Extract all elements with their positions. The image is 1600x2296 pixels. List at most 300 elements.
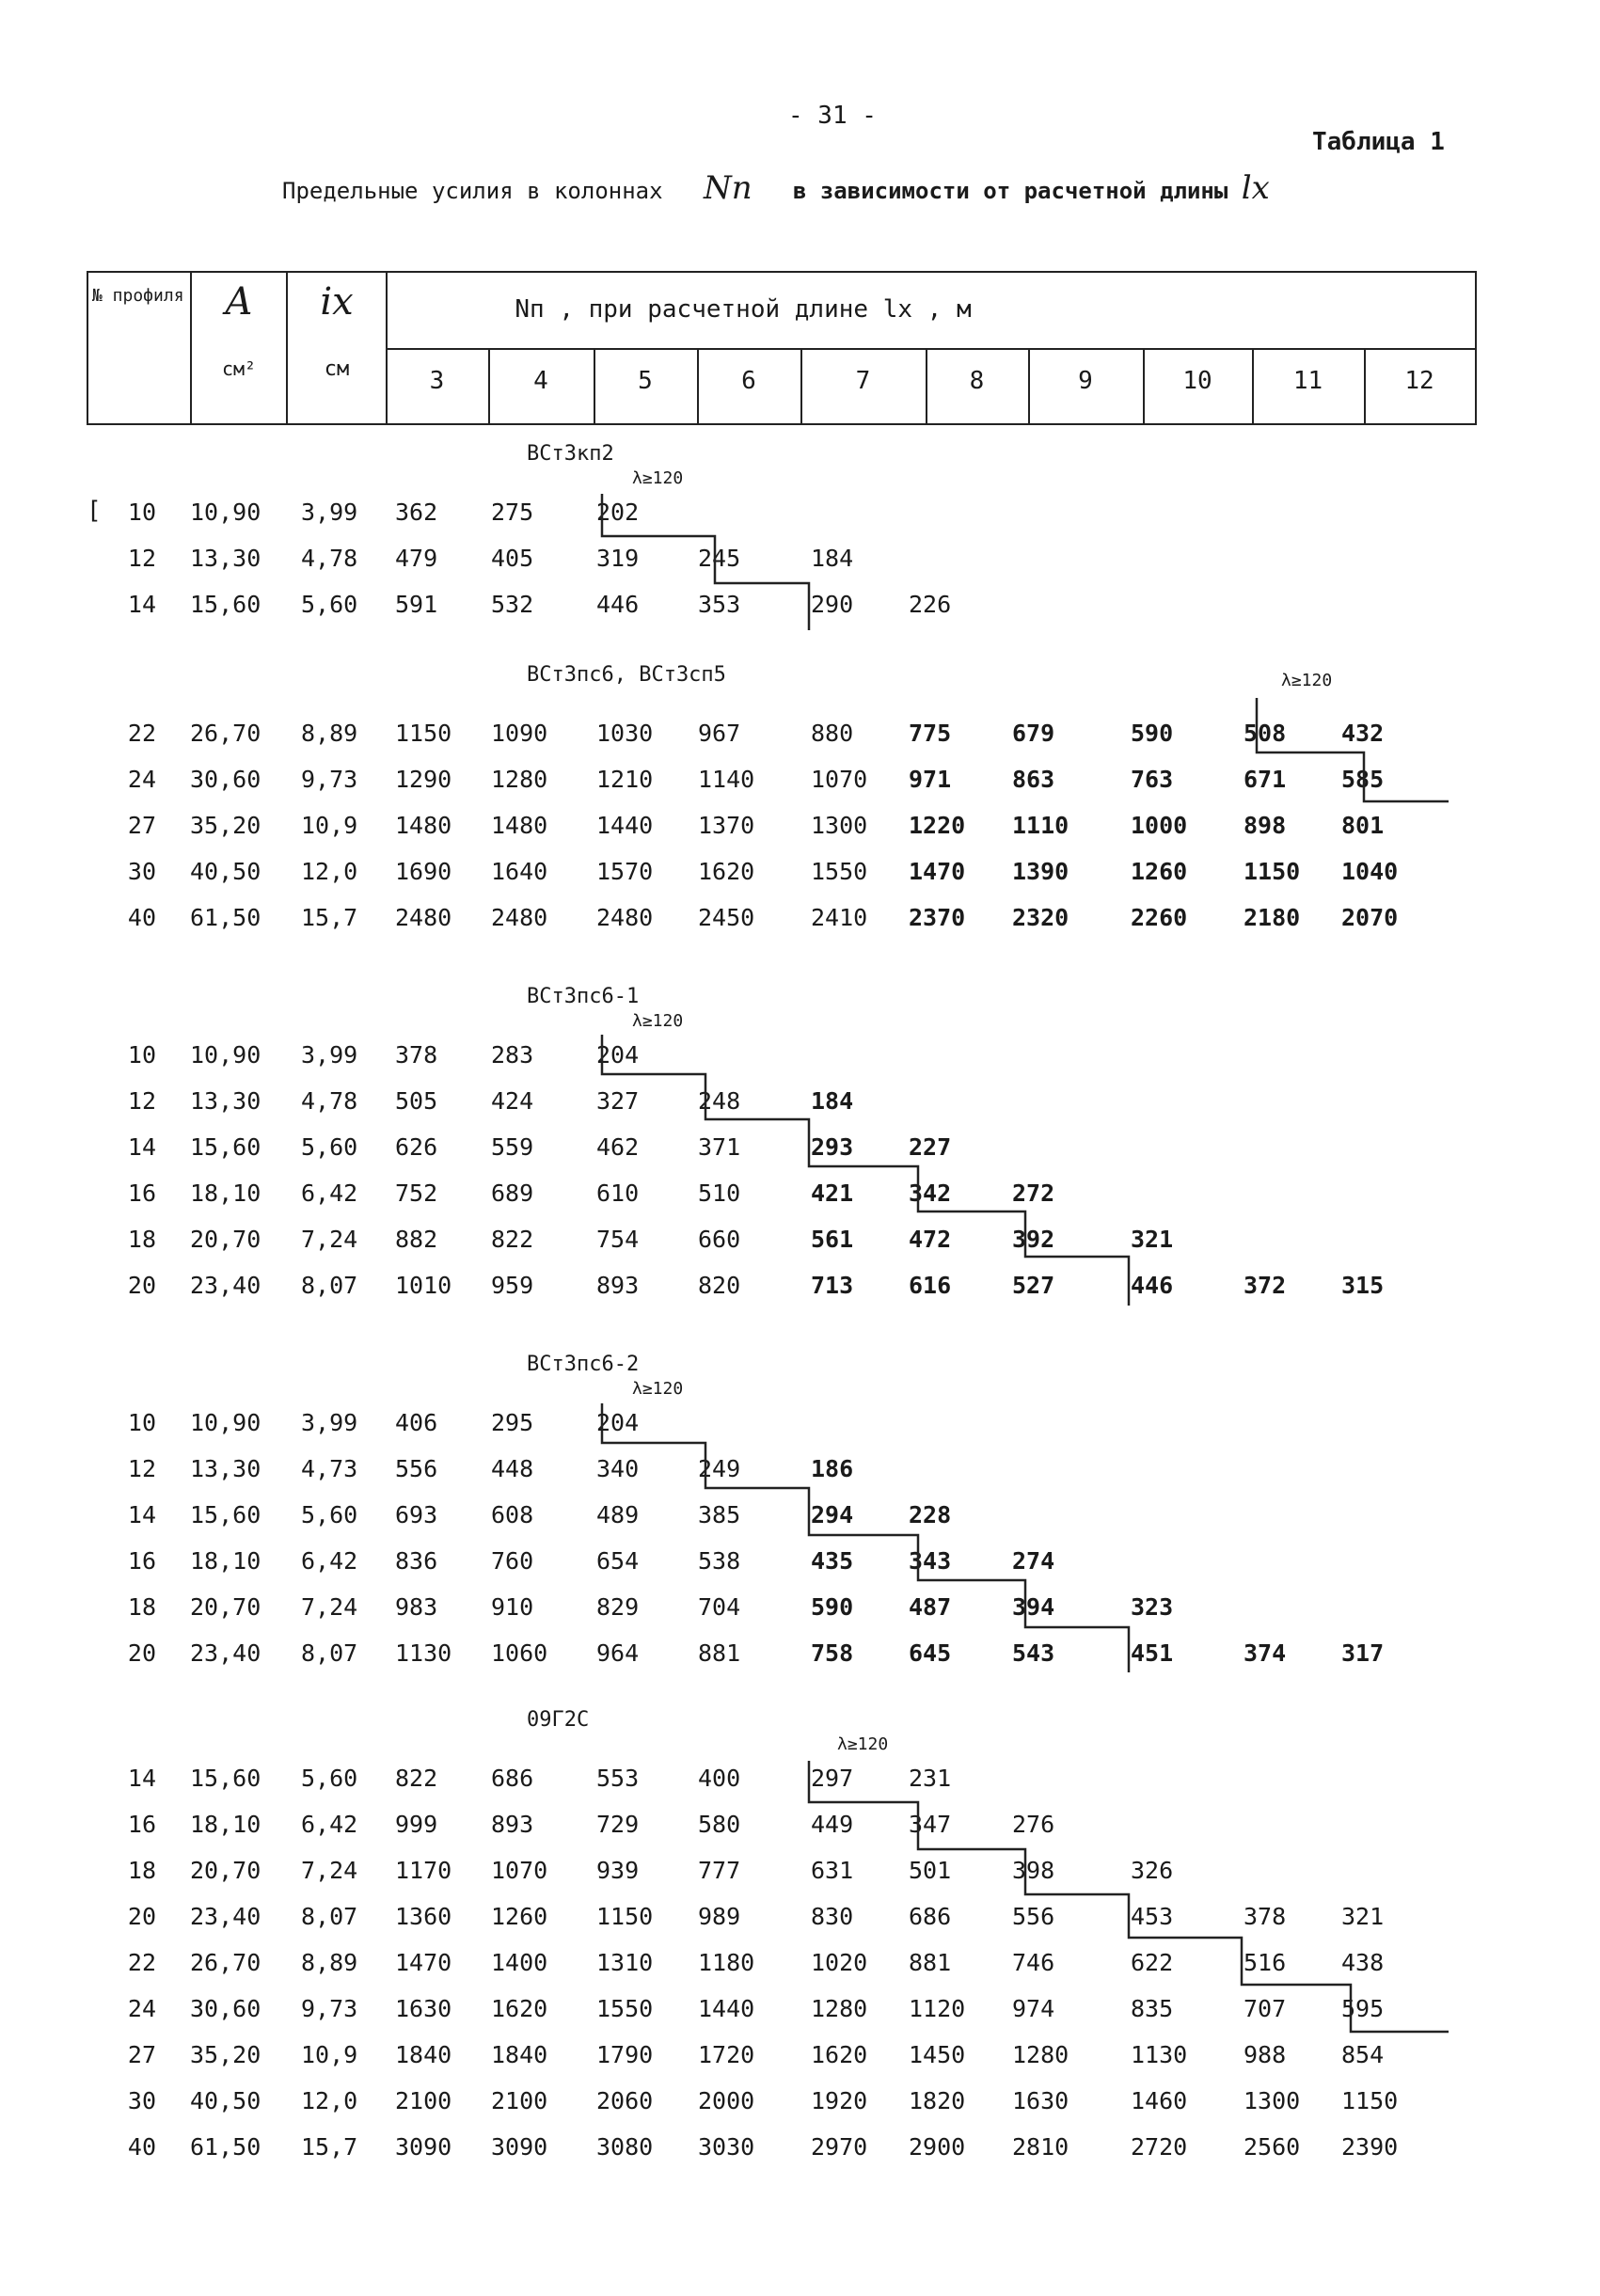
force-value: 245 xyxy=(698,545,741,572)
area-value: 23,40 xyxy=(190,1903,261,1930)
radius-value: 9,73 xyxy=(301,1995,358,2022)
force-value: 3030 xyxy=(698,2133,755,2161)
force-value: 758 xyxy=(811,1639,854,1667)
force-value: 1150 xyxy=(1244,858,1301,885)
profile-number: 10 xyxy=(127,499,156,526)
force-value: 2320 xyxy=(1012,904,1069,931)
force-value: 1720 xyxy=(698,2041,755,2068)
force-value: 438 xyxy=(1341,1949,1385,1976)
force-value: 1390 xyxy=(1012,858,1069,885)
area-value: 15,60 xyxy=(190,1765,261,1792)
radius-value: 4,78 xyxy=(301,1087,358,1115)
force-value: 689 xyxy=(491,1180,534,1207)
profile-number: 16 xyxy=(127,1811,156,1838)
steel-grade: ВСт3кп2 xyxy=(527,442,614,466)
slenderness-note: λ≥120 xyxy=(837,1734,889,1754)
force-value: 293 xyxy=(811,1133,854,1161)
title-symbol-n: Nп xyxy=(703,169,752,207)
force-value: 1400 xyxy=(491,1949,548,1976)
radius-value: 7,24 xyxy=(301,1593,358,1621)
force-value: 2410 xyxy=(811,904,868,931)
table-label: Таблица 1 xyxy=(1312,128,1445,156)
force-value: 983 xyxy=(395,1593,438,1621)
force-value: 405 xyxy=(491,545,534,572)
radius-value: 10,9 xyxy=(301,812,358,839)
force-value: 2480 xyxy=(596,904,654,931)
force-value: 274 xyxy=(1012,1547,1055,1575)
force-value: 1480 xyxy=(491,812,548,839)
force-value: 713 xyxy=(811,1272,854,1299)
force-value: 2000 xyxy=(698,2087,755,2114)
force-value: 671 xyxy=(1244,766,1287,793)
radius-value: 6,42 xyxy=(301,1811,358,1838)
force-value: 836 xyxy=(395,1547,438,1575)
force-value: 2180 xyxy=(1244,904,1301,931)
profile-number: 30 xyxy=(127,858,156,885)
profile-number: 16 xyxy=(127,1547,156,1575)
force-value: 863 xyxy=(1012,766,1055,793)
area-value: 10,90 xyxy=(190,1041,261,1069)
header-length-12: 12 xyxy=(1404,367,1434,395)
force-value: 294 xyxy=(811,1501,854,1528)
force-value: 1260 xyxy=(1131,858,1188,885)
force-value: 1170 xyxy=(395,1857,452,1884)
force-value: 3090 xyxy=(395,2133,452,2161)
force-value: 202 xyxy=(596,499,640,526)
force-value: 372 xyxy=(1244,1272,1287,1299)
profile-number: 30 xyxy=(127,2087,156,2114)
force-value: 829 xyxy=(596,1593,640,1621)
force-value: 1220 xyxy=(909,812,966,839)
force-value: 543 xyxy=(1012,1639,1055,1667)
force-value: 1640 xyxy=(491,858,548,885)
force-value: 1030 xyxy=(596,720,654,747)
force-value: 340 xyxy=(596,1455,640,1482)
force-value: 1020 xyxy=(811,1949,868,1976)
slenderness-note: λ≥120 xyxy=(1281,671,1333,690)
force-value: 1370 xyxy=(698,812,755,839)
area-value: 23,40 xyxy=(190,1272,261,1299)
force-value: 729 xyxy=(596,1811,640,1838)
force-value: 559 xyxy=(491,1133,534,1161)
force-value: 910 xyxy=(491,1593,534,1621)
area-value: 15,60 xyxy=(190,1133,261,1161)
radius-value: 6,42 xyxy=(301,1547,358,1575)
force-value: 580 xyxy=(698,1811,741,1838)
force-value: 516 xyxy=(1244,1949,1287,1976)
radius-value: 4,73 xyxy=(301,1455,358,1482)
force-value: 660 xyxy=(698,1226,741,1253)
force-value: 1840 xyxy=(395,2041,452,2068)
area-value: 23,40 xyxy=(190,1639,261,1667)
area-value: 20,70 xyxy=(190,1226,261,1253)
radius-value: 5,60 xyxy=(301,1501,358,1528)
force-value: 763 xyxy=(1131,766,1174,793)
force-value: 1150 xyxy=(395,720,452,747)
force-value: 421 xyxy=(811,1180,854,1207)
force-value: 2100 xyxy=(395,2087,452,2114)
profile-number: 40 xyxy=(127,2133,156,2161)
force-value: 590 xyxy=(811,1593,854,1621)
force-value: 1550 xyxy=(596,1995,654,2022)
force-value: 1150 xyxy=(1341,2087,1399,2114)
force-value: 272 xyxy=(1012,1180,1055,1207)
force-value: 777 xyxy=(698,1857,741,1884)
radius-value: 12,0 xyxy=(301,2087,358,2114)
force-value: 822 xyxy=(491,1226,534,1253)
force-value: 752 xyxy=(395,1180,438,1207)
force-value: 693 xyxy=(395,1501,438,1528)
profile-number: 40 xyxy=(127,904,156,931)
force-value: 585 xyxy=(1341,766,1385,793)
force-value: 487 xyxy=(909,1593,952,1621)
force-value: 1010 xyxy=(395,1272,452,1299)
header-length-8: 8 xyxy=(969,367,985,395)
header-length-10: 10 xyxy=(1182,367,1212,395)
force-value: 2970 xyxy=(811,2133,868,2161)
area-value: 35,20 xyxy=(190,812,261,839)
force-value: 283 xyxy=(491,1041,534,1069)
radius-value: 9,73 xyxy=(301,766,358,793)
force-value: 400 xyxy=(698,1765,741,1792)
force-value: 489 xyxy=(596,1501,640,1528)
force-value: 939 xyxy=(596,1857,640,1884)
force-value: 553 xyxy=(596,1765,640,1792)
header-length-5: 5 xyxy=(638,367,653,395)
profile-number: 10 xyxy=(127,1041,156,1069)
force-value: 184 xyxy=(811,1087,854,1115)
header-length-9: 9 xyxy=(1078,367,1093,395)
radius-value: 5,60 xyxy=(301,1765,358,1792)
area-value: 18,10 xyxy=(190,1180,261,1207)
profile-number: 22 xyxy=(127,1949,156,1976)
force-value: 449 xyxy=(811,1811,854,1838)
force-value: 3090 xyxy=(491,2133,548,2161)
force-value: 3080 xyxy=(596,2133,654,2161)
force-value: 505 xyxy=(395,1087,438,1115)
slenderness-note: λ≥120 xyxy=(632,1011,684,1031)
force-value: 321 xyxy=(1341,1903,1385,1930)
force-value: 1130 xyxy=(395,1639,452,1667)
force-value: 2900 xyxy=(909,2133,966,2161)
area-value: 10,90 xyxy=(190,499,261,526)
force-value: 1450 xyxy=(909,2041,966,2068)
force-value: 608 xyxy=(491,1501,534,1528)
steel-grade: ВСт3пс6-1 xyxy=(527,985,640,1008)
profile-number: 14 xyxy=(127,591,156,618)
force-value: 1180 xyxy=(698,1949,755,1976)
force-value: 1470 xyxy=(909,858,966,885)
force-value: 204 xyxy=(596,1041,640,1069)
area-value: 30,60 xyxy=(190,1995,261,2022)
steel-grade: ВСт3пс6-2 xyxy=(527,1353,640,1376)
force-value: 342 xyxy=(909,1180,952,1207)
force-value: 297 xyxy=(811,1765,854,1792)
title-middle: в зависимости от расчетной длины xyxy=(792,178,1228,204)
force-value: 1620 xyxy=(811,2041,868,2068)
force-value: 830 xyxy=(811,1903,854,1930)
force-value: 999 xyxy=(395,1811,438,1838)
area-value: 26,70 xyxy=(190,720,261,747)
steel-grade: 09Г2С xyxy=(527,1708,590,1732)
area-value: 61,50 xyxy=(190,2133,261,2161)
force-value: 1000 xyxy=(1131,812,1188,839)
profile-number: 20 xyxy=(127,1272,156,1299)
force-value: 591 xyxy=(395,591,438,618)
force-value: 446 xyxy=(1131,1272,1174,1299)
force-value: 1060 xyxy=(491,1639,548,1667)
header-area-symbol: A xyxy=(225,280,253,324)
radius-value: 3,99 xyxy=(301,499,358,526)
force-value: 1280 xyxy=(491,766,548,793)
header-length-4: 4 xyxy=(533,367,548,395)
force-value: 1070 xyxy=(491,1857,548,1884)
force-value: 385 xyxy=(698,1501,741,1528)
force-value: 1040 xyxy=(1341,858,1399,885)
area-value: 40,50 xyxy=(190,2087,261,2114)
force-value: 1620 xyxy=(491,1995,548,2022)
radius-value: 8,07 xyxy=(301,1639,358,1667)
force-value: 508 xyxy=(1244,720,1287,747)
radius-value: 6,42 xyxy=(301,1180,358,1207)
profile-number: 14 xyxy=(127,1133,156,1161)
force-value: 2810 xyxy=(1012,2133,1069,2161)
radius-value: 5,60 xyxy=(301,1133,358,1161)
force-value: 527 xyxy=(1012,1272,1055,1299)
force-value: 186 xyxy=(811,1455,854,1482)
force-value: 2480 xyxy=(491,904,548,931)
force-value: 343 xyxy=(909,1547,952,1575)
profile-number: 20 xyxy=(127,1639,156,1667)
force-value: 424 xyxy=(491,1087,534,1115)
force-value: 616 xyxy=(909,1272,952,1299)
radius-value: 7,24 xyxy=(301,1857,358,1884)
force-value: 276 xyxy=(1012,1811,1055,1838)
force-value: 1260 xyxy=(491,1903,548,1930)
area-value: 13,30 xyxy=(190,1455,261,1482)
force-value: 1630 xyxy=(1012,2087,1069,2114)
force-value: 1090 xyxy=(491,720,548,747)
force-value: 2060 xyxy=(596,2087,654,2114)
radius-value: 8,07 xyxy=(301,1272,358,1299)
force-value: 435 xyxy=(811,1547,854,1575)
radius-value: 8,07 xyxy=(301,1903,358,1930)
slenderness-note: λ≥120 xyxy=(632,1379,684,1399)
force-value: 989 xyxy=(698,1903,741,1930)
force-value: 631 xyxy=(811,1857,854,1884)
force-value: 881 xyxy=(909,1949,952,1976)
force-value: 1440 xyxy=(596,812,654,839)
radius-value: 15,7 xyxy=(301,904,358,931)
force-value: 2100 xyxy=(491,2087,548,2114)
profile-number: 12 xyxy=(127,1455,156,1482)
force-value: 704 xyxy=(698,1593,741,1621)
header-length-3: 3 xyxy=(429,367,445,395)
area-value: 30,60 xyxy=(190,766,261,793)
profile-number: 24 xyxy=(127,1995,156,2022)
force-value: 406 xyxy=(395,1409,438,1436)
radius-value: 3,99 xyxy=(301,1041,358,1069)
area-value: 10,90 xyxy=(190,1409,261,1436)
force-value: 1280 xyxy=(811,1995,868,2022)
force-value: 1690 xyxy=(395,858,452,885)
force-value: 295 xyxy=(491,1409,534,1436)
area-value: 13,30 xyxy=(190,545,261,572)
force-value: 595 xyxy=(1341,1995,1385,2022)
force-value: 2370 xyxy=(909,904,966,931)
force-value: 538 xyxy=(698,1547,741,1575)
force-value: 2260 xyxy=(1131,904,1188,931)
force-value: 1840 xyxy=(491,2041,548,2068)
force-value: 760 xyxy=(491,1547,534,1575)
force-value: 898 xyxy=(1244,812,1287,839)
force-value: 362 xyxy=(395,499,438,526)
force-value: 462 xyxy=(596,1133,640,1161)
force-value: 204 xyxy=(596,1409,640,1436)
area-value: 15,60 xyxy=(190,591,261,618)
area-value: 15,60 xyxy=(190,1501,261,1528)
force-value: 1790 xyxy=(596,2041,654,2068)
area-value: 18,10 xyxy=(190,1811,261,1838)
header-area-unit: см² xyxy=(221,357,257,380)
area-value: 40,50 xyxy=(190,858,261,885)
force-value: 974 xyxy=(1012,1995,1055,2022)
force-value: 1300 xyxy=(811,812,868,839)
force-value: 248 xyxy=(698,1087,741,1115)
force-value: 1630 xyxy=(395,1995,452,2022)
profile-number: 12 xyxy=(127,1087,156,1115)
force-value: 1360 xyxy=(395,1903,452,1930)
force-value: 446 xyxy=(596,591,640,618)
force-value: 501 xyxy=(909,1857,952,1884)
profile-number: 14 xyxy=(127,1501,156,1528)
force-value: 820 xyxy=(698,1272,741,1299)
force-value: 1920 xyxy=(811,2087,868,2114)
force-value: 510 xyxy=(698,1180,741,1207)
radius-value: 7,24 xyxy=(301,1226,358,1253)
force-value: 1460 xyxy=(1131,2087,1188,2114)
force-value: 1110 xyxy=(1012,812,1069,839)
force-value: 317 xyxy=(1341,1639,1385,1667)
force-value: 801 xyxy=(1341,812,1385,839)
force-value: 374 xyxy=(1244,1639,1287,1667)
radius-value: 3,99 xyxy=(301,1409,358,1436)
force-value: 1290 xyxy=(395,766,452,793)
area-value: 26,70 xyxy=(190,1949,261,1976)
force-value: 226 xyxy=(909,591,952,618)
force-value: 1480 xyxy=(395,812,452,839)
force-value: 654 xyxy=(596,1547,640,1575)
header-span-label: Nп , при расчетной длине lx , м xyxy=(515,295,972,324)
force-value: 988 xyxy=(1244,2041,1287,2068)
force-value: 1210 xyxy=(596,766,654,793)
force-value: 1280 xyxy=(1012,2041,1069,2068)
force-value: 707 xyxy=(1244,1995,1287,2022)
profile-number: 18 xyxy=(127,1593,156,1621)
force-value: 686 xyxy=(491,1765,534,1792)
force-value: 835 xyxy=(1131,1995,1174,2022)
profile-number: 20 xyxy=(127,1903,156,1930)
header-radius-symbol: ix xyxy=(320,280,354,324)
force-value: 959 xyxy=(491,1272,534,1299)
force-value: 228 xyxy=(909,1501,952,1528)
radius-value: 5,60 xyxy=(301,591,358,618)
force-value: 854 xyxy=(1341,2041,1385,2068)
radius-value: 12,0 xyxy=(301,858,358,885)
title-symbol-l: lx xyxy=(1241,169,1270,207)
force-value: 353 xyxy=(698,591,741,618)
profile-number: 12 xyxy=(127,545,156,572)
force-value: 532 xyxy=(491,591,534,618)
force-value: 1150 xyxy=(596,1903,654,1930)
force-value: 378 xyxy=(1244,1903,1287,1930)
profile-number: 18 xyxy=(127,1857,156,1884)
radius-value: 10,9 xyxy=(301,2041,358,2068)
profile-type-bracket: [ xyxy=(87,497,102,525)
force-value: 679 xyxy=(1012,720,1055,747)
radius-value: 15,7 xyxy=(301,2133,358,2161)
area-value: 61,50 xyxy=(190,904,261,931)
force-value: 448 xyxy=(491,1455,534,1482)
force-value: 1550 xyxy=(811,858,868,885)
area-value: 18,10 xyxy=(190,1547,261,1575)
force-value: 432 xyxy=(1341,720,1385,747)
force-value: 275 xyxy=(491,499,534,526)
force-value: 964 xyxy=(596,1639,640,1667)
force-value: 394 xyxy=(1012,1593,1055,1621)
force-value: 754 xyxy=(596,1226,640,1253)
header-profile: № профиля xyxy=(92,286,184,306)
force-value: 2560 xyxy=(1244,2133,1301,2161)
force-value: 626 xyxy=(395,1133,438,1161)
force-value: 398 xyxy=(1012,1857,1055,1884)
force-value: 1440 xyxy=(698,1995,755,2022)
steel-grade: ВСт3пс6, ВСт3сп5 xyxy=(527,663,726,687)
force-value: 2450 xyxy=(698,904,755,931)
header-length-6: 6 xyxy=(741,367,756,395)
radius-value: 8,89 xyxy=(301,1949,358,1976)
force-value: 1470 xyxy=(395,1949,452,1976)
title-prefix: Предельные усилия в колоннах xyxy=(282,178,663,204)
force-value: 881 xyxy=(698,1639,741,1667)
force-value: 184 xyxy=(811,545,854,572)
force-value: 880 xyxy=(811,720,854,747)
force-value: 746 xyxy=(1012,1949,1055,1976)
force-value: 327 xyxy=(596,1087,640,1115)
force-value: 315 xyxy=(1341,1272,1385,1299)
force-value: 1570 xyxy=(596,858,654,885)
radius-value: 8,89 xyxy=(301,720,358,747)
area-value: 20,70 xyxy=(190,1857,261,1884)
force-value: 326 xyxy=(1131,1857,1174,1884)
header-radius-unit: см xyxy=(324,357,350,381)
force-value: 2390 xyxy=(1341,2133,1399,2161)
force-value: 231 xyxy=(909,1765,952,1792)
force-value: 472 xyxy=(909,1226,952,1253)
header-length-11: 11 xyxy=(1292,367,1323,395)
profile-number: 10 xyxy=(127,1409,156,1436)
profile-number: 27 xyxy=(127,2041,156,2068)
force-value: 556 xyxy=(395,1455,438,1482)
force-value: 775 xyxy=(909,720,952,747)
force-value: 1140 xyxy=(698,766,755,793)
area-value: 35,20 xyxy=(190,2041,261,2068)
force-value: 347 xyxy=(909,1811,952,1838)
profile-number: 14 xyxy=(127,1765,156,1792)
force-value: 319 xyxy=(596,545,640,572)
force-value: 622 xyxy=(1131,1949,1174,1976)
header-length-7: 7 xyxy=(855,367,871,395)
